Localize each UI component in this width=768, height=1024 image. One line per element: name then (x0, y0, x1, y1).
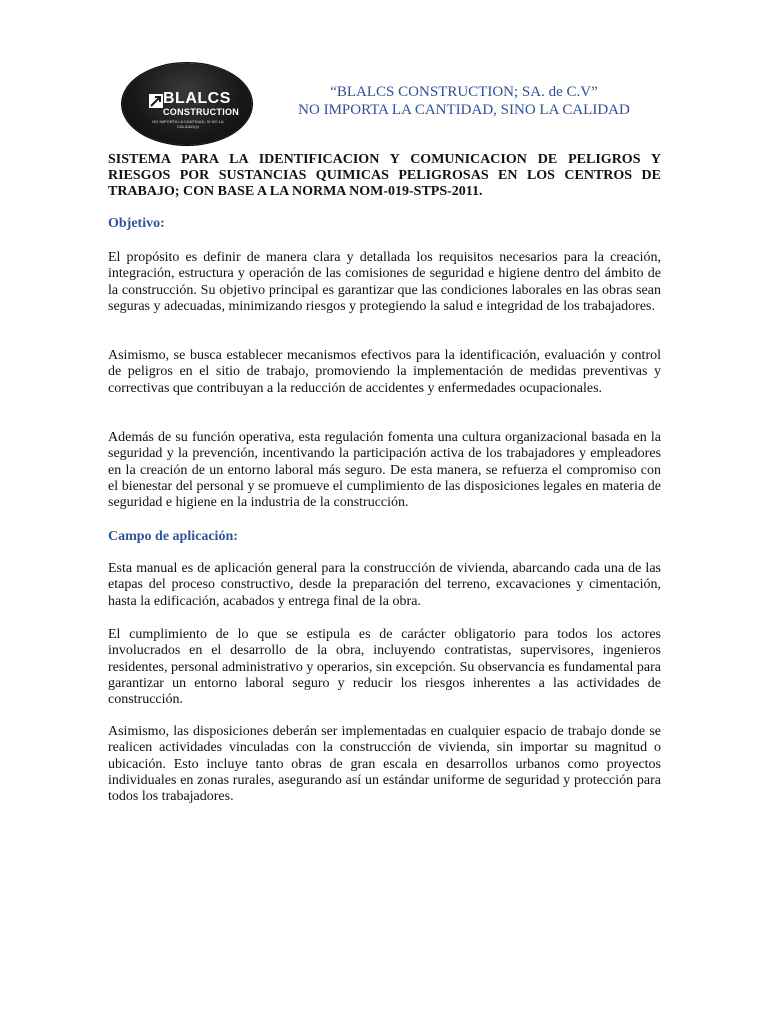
document-title: SISTEMA PARA LA IDENTIFICACION Y COMUNICACION DE PELIGROS Y RIESGOS POR SUSTANCIAS QUIMICAS PELIGROSAS EN LOS CENTROS DE TRABAJO; CON BASE A LA NORMA NOM-019-STPS-2011. (108, 152, 661, 199)
paragraph-objetivo-2: Asimismo, se busca establecer mecanismos efectivos para la identificación, evaluación y control de peligros en el sitio de trabajo, promoviendo la implementación de medidas preventivas y correctivas que contribuyan a la reducción de accidentes y enfermedades ocupacionales. (108, 348, 661, 396)
paragraph-objetivo-1: El propósito es definir de manera clara y detallada los requisitos necesarios para la creación, integración, estructura y operación de las comisiones de seguridad e higiene dentro del ámbito de la construcción. Su objetivo principal es garantizar que las condiciones laborales en las obras sean seguras y adecuadas, minimizando riesgos y protegiendo la salud e integridad de los trabajadores. (108, 250, 661, 314)
logo-subtitle: CONSTRUCTION (163, 107, 240, 117)
company-header (278, 83, 650, 119)
paragraph-campo-2: El cumplimiento de lo que se estipula es de carácter obligatorio para todos los actores involucrados en el desarrollo de la obra, incluyendo contratistas, supervisores, ingenieros residentes, personal administrativo y operarios, sin excepción. Su observancia es fundamental para garantizar un entorno laboral seguro y reducir los riesgos inherentes a las actividades de construcción. (108, 627, 661, 708)
company-slogan: NO IMPORTA LA CANTIDAD, SINO LA CALIDAD (298, 102, 630, 118)
logo-tagline: NO IMPORTA LA CANTIDAD, SI NO LA CALIDAD(c) (152, 119, 224, 129)
logo-name: BLALCS (163, 90, 231, 107)
logo-arrow-icon (149, 94, 163, 108)
paragraph-campo-3: Asimismo, las disposiciones deberán ser implementadas en cualquier espacio de trabajo donde se realicen actividades vinculadas con la construcción de vivienda, sin importar su magnitud o ubicación. Esto incluye tanto obras de gran escala en desarrollos urbanos como proyectos individuales en zonas rurales, asegurando así un estándar uniforme de seguridad y protección para todos los trabajadores. (108, 724, 661, 805)
company-logo (122, 63, 252, 145)
section-heading-objetivo: Objetivo: (108, 216, 165, 231)
section-heading-campo: Campo de aplicación: (108, 529, 238, 544)
paragraph-campo-1: Esta manual es de aplicación general para la construcción de vivienda, abarcando cada una de las etapas del proceso constructivo, desde la preparación del terreno, excavaciones y cimentación, hasta la edificación, acabados y entrega final de la obra. (108, 561, 661, 609)
paragraph-objetivo-3: Además de su función operativa, esta regulación fomenta una cultura organizacional basada en la seguridad y la prevención, incentivando la participación activa de los trabajadores y empleadores en la creación de un entorno laboral más seguro. De esta manera, se refuerza el compromiso con el bienestar del personal y se promueve el cumplimiento de las disposiciones legales en materia de seguridad e higiene en la industria de la construcción. (108, 430, 661, 511)
company-name: “BLALCS CONSTRUCTION; SA. de C.V” (330, 84, 598, 100)
